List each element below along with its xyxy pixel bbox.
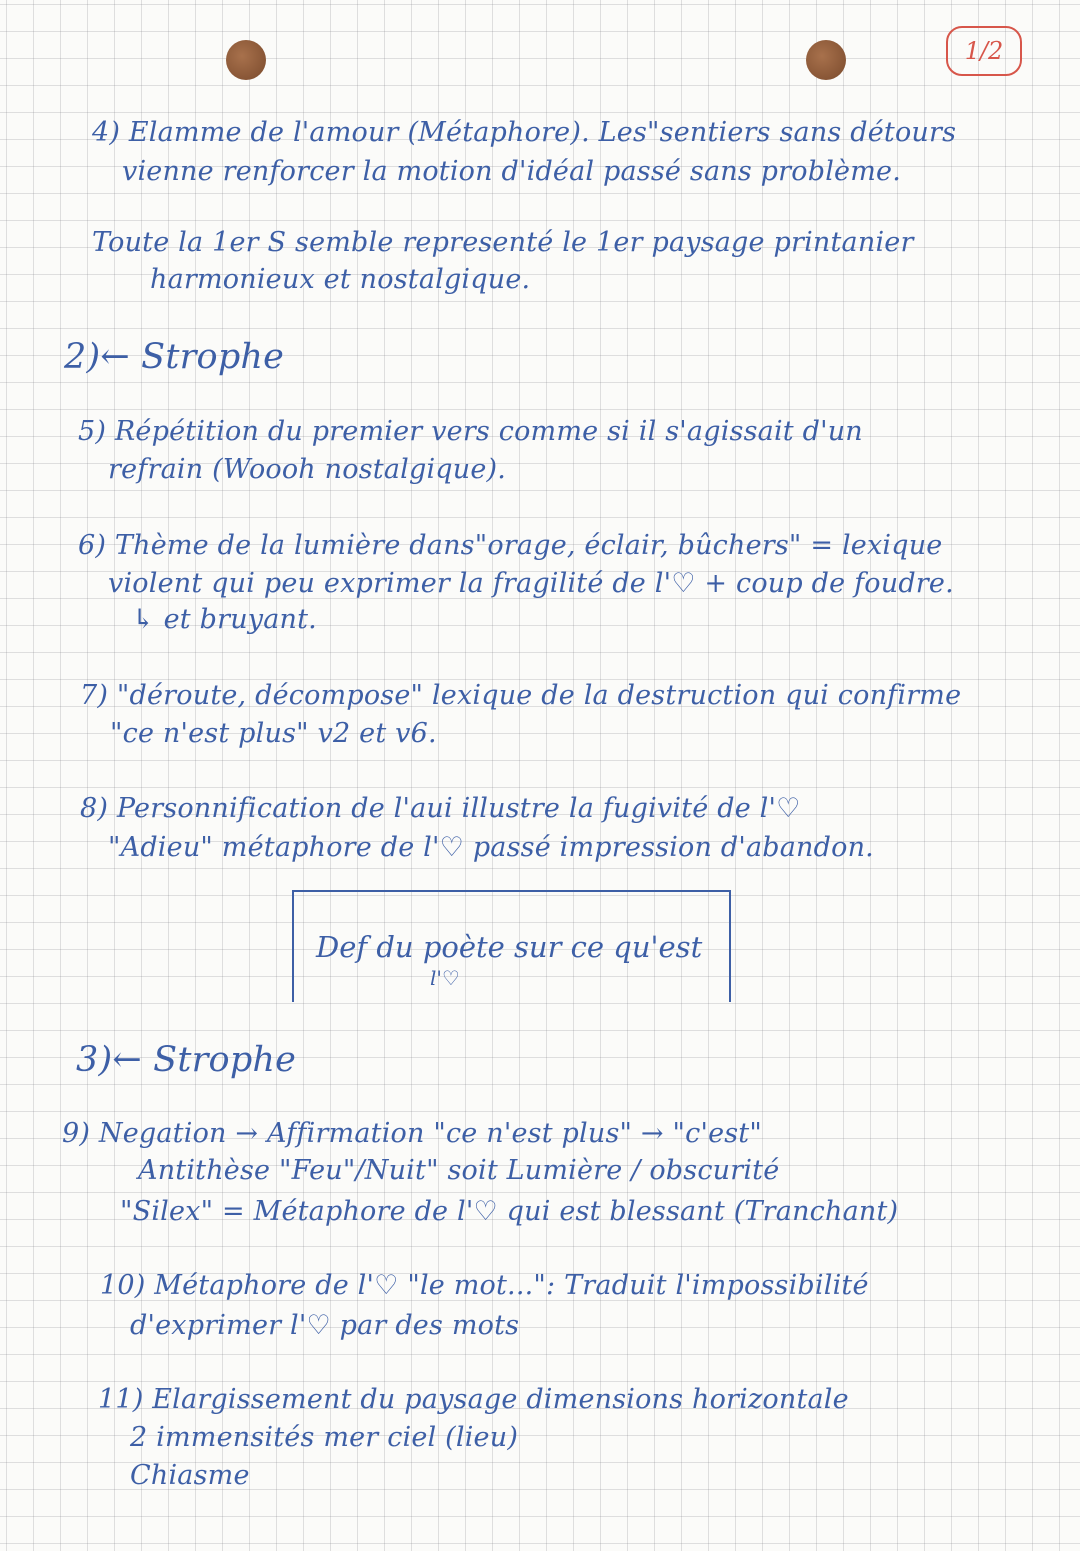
note-line: violent qui peu exprimer la fragilité de l'♡ + coup de foudre. (108, 568, 954, 599)
note-line: "Silex" = Métaphore de l'♡ qui est blessant (Tranchant) (120, 1196, 899, 1227)
note-line: vienne renforcer la motion d'idéal passé sans problème. (122, 156, 901, 187)
note-line: 10) Métaphore de l'♡ "le mot...": Traduit l'impossibilité (100, 1270, 869, 1301)
page-number-badge: 1/2 (946, 26, 1022, 76)
note-line: Toute la 1er S semble representé le 1er paysage printanier (92, 227, 914, 258)
note-line: "Adieu" métaphore de l'♡ passé impression d'abandon. (108, 832, 874, 863)
note-line: Chiasme (130, 1460, 250, 1491)
note-line: refrain (Woooh nostalgique). (108, 454, 507, 485)
note-line: 2 immensités mer ciel (lieu) (130, 1422, 519, 1453)
note-line: 6) Thème de la lumière dans"orage, éclair, bûchers" = lexique (78, 530, 943, 561)
note-line: harmonieux et nostalgique. (150, 264, 531, 295)
section-heading: 3)← Strophe (76, 1040, 297, 1080)
note-line: ↳ et bruyant. (132, 604, 317, 635)
note-line: "ce n'est plus" v2 et v6. (110, 718, 437, 749)
note-line: 7) "déroute, décompose" lexique de la destruction qui confirme (80, 680, 962, 711)
binder-hole-left (226, 40, 266, 80)
section-heading: 2)← Strophe (64, 337, 285, 377)
note-line: Antithèse "Feu"/Nuit" soit Lumière / obscurité (138, 1155, 780, 1186)
note-line: 9) Negation → Affirmation "ce n'est plus" → "c'est" (62, 1118, 762, 1149)
note-line: d'exprimer l'♡ par des mots (130, 1310, 520, 1341)
note-line: 4) Elamme de l'amour (Métaphore). Les"sentiers sans détours (92, 117, 957, 148)
note-line: 11) Elargissement du paysage dimensions horizontale (98, 1384, 849, 1415)
note-line: 5) Répétition du premier vers comme si il s'agissait d'un (78, 416, 863, 447)
definition-box-text: Def du poète sur ce qu'est (316, 930, 703, 964)
note-line: 8) Personnification de l'aui illustre la fugivité de l'♡ (80, 793, 801, 824)
definition-box-subtext: l'♡ (430, 966, 460, 990)
binder-hole-right (806, 40, 846, 80)
